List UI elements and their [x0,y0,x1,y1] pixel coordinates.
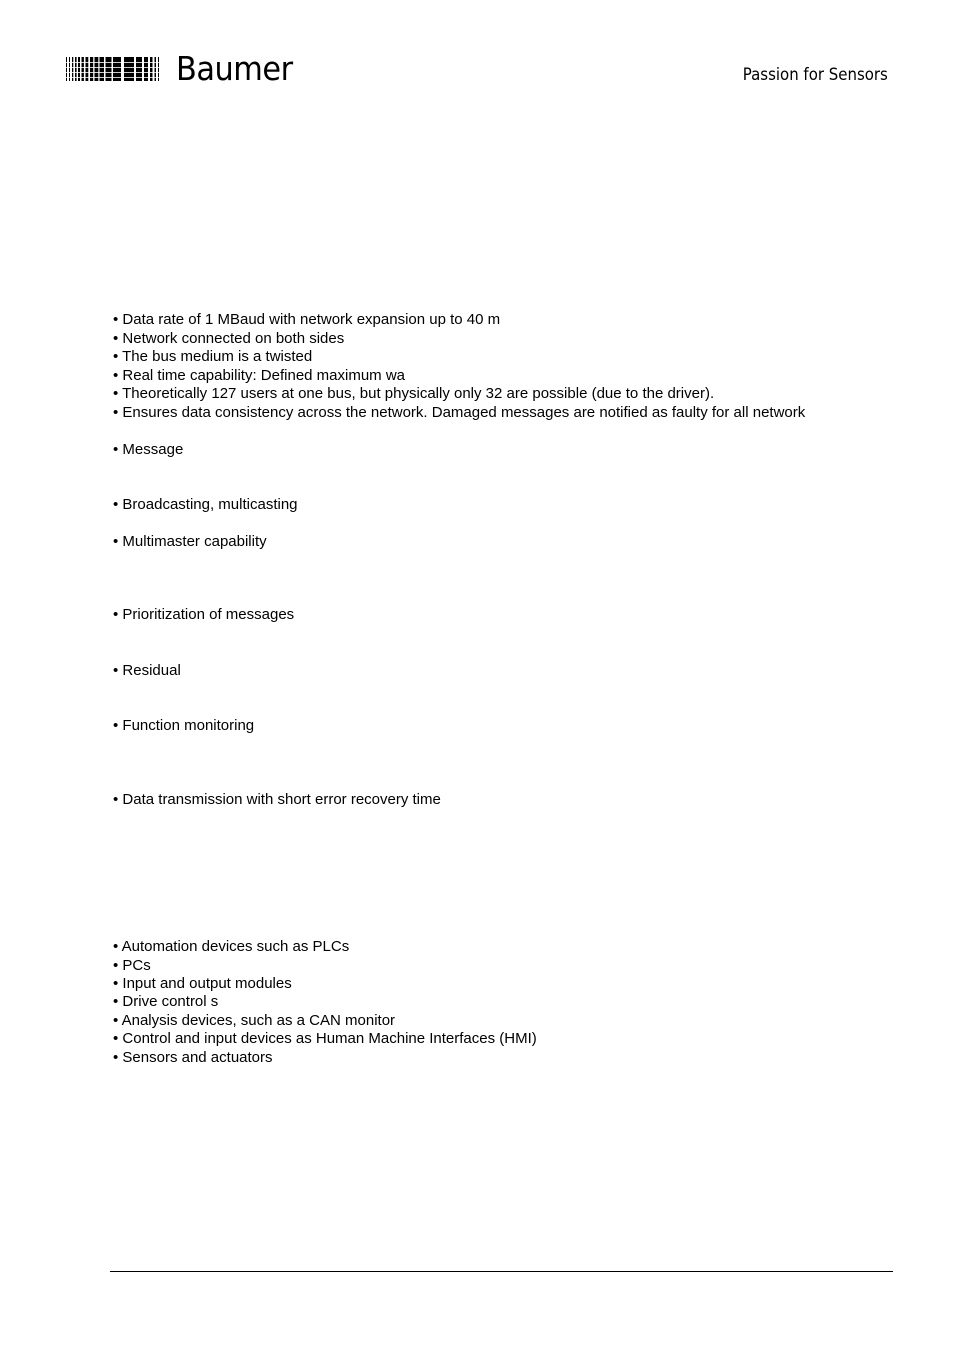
list-item: • Data rate of 1 MBaud with network expansion up to 40 m [113,311,501,328]
baumer-logo [66,49,303,88]
list-item: • Ensures data consistency across the network. Damaged messages are notified as faulty for all network [113,404,806,421]
list-item: • The bus medium is a twisted [113,348,313,365]
list-item: • PCs [113,957,151,974]
list-item: • Message [113,441,184,458]
list-item: • Prioritization of messages [113,606,295,623]
list-item: • Analysis devices, such as a CAN monitor [113,1012,396,1029]
list-item: • Automation devices such as PLCs [113,938,350,955]
list-item: • Residual [113,662,181,679]
baumer-logo-mark-icon [66,53,162,85]
list-item: • Control and input devices as Human Machine Interfaces (HMI) [113,1030,537,1047]
footer-divider [110,1271,893,1272]
list-item: • Data transmission with short error recovery time [113,791,441,808]
list-item: • Input and output modules [113,975,292,992]
list-item: • Sensors and actuators [113,1049,273,1066]
list-item: • Theoretically 127 users at one bus, but physically only 32 are possible (due to the driver). [113,385,715,402]
brand-name: Baumer [176,49,293,88]
list-item: • Multimaster capability [113,533,267,550]
brand-tagline: Passion for Sensors [742,65,888,85]
list-item: • Network connected on both sides [113,330,345,347]
list-item: • Function monitoring [113,717,255,734]
list-item: • Broadcasting, multicasting [113,496,298,513]
list-item: • Real time capability: Defined maximum wa [113,367,406,384]
list-item: • Drive control s [113,993,219,1010]
